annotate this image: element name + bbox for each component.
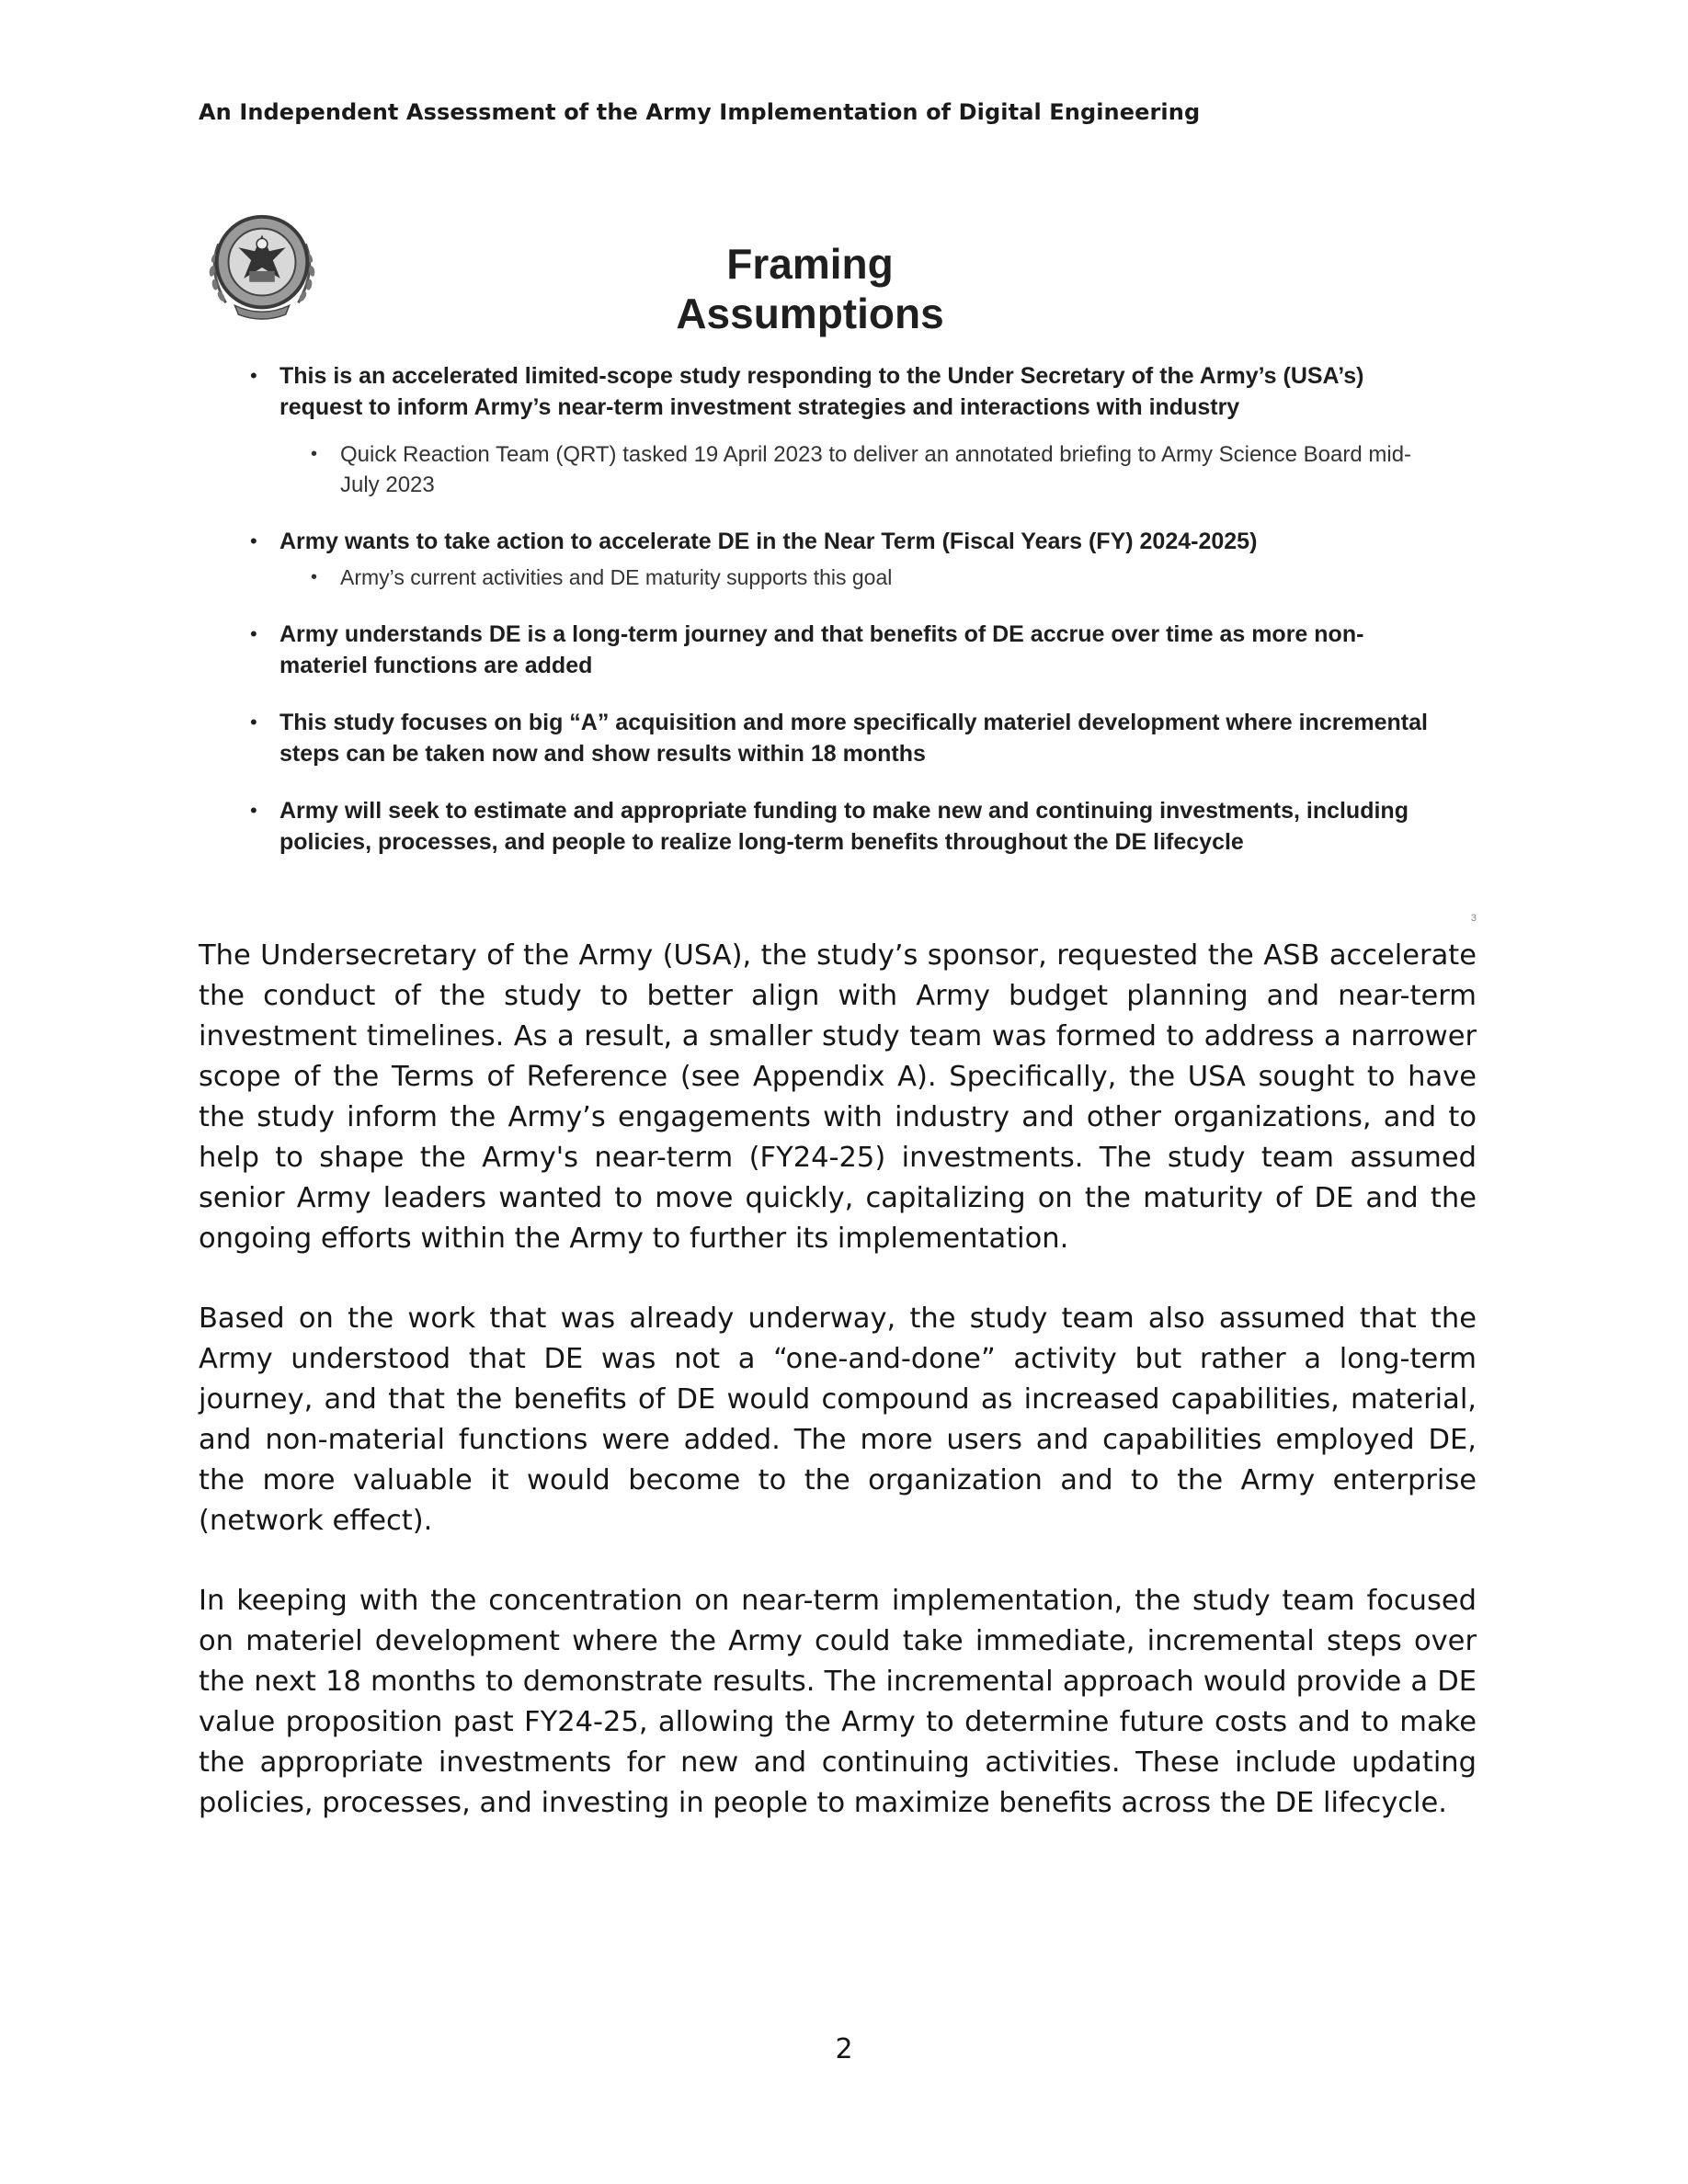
body-paragraph: The Undersecretary of the Army (USA), the study’s sponsor, requested the ASB accelerate the conduct of the study to better align with Army budget planning and near-term investment timelines. As a result, a smaller study team was formed to address a narrower scope of the Terms of Reference (see Appendix A). Specifically, the USA sought to have the study inform the Army’s engagements with industry and other organizations, and to help to shape the Army's near-term (FY24-25) investments. The study team assumed senior Army leaders wanted to move quickly, capitalizing on the maturity of DE and the ongoing efforts within the Army to further its implementation. [199,939,1477,1255]
slide-bullet [250,619,1445,681]
body-text [199,936,1477,1863]
body-paragraph: In keeping with the concentration on near-term implementation, the study team focused on materiel development where the Army could take immediate, incremental steps over the next 18 months to demonstrate results. The incremental approach would provide a DE value proposition past FY24-25, allowing the Army to determine future costs and to make the appropriate investments for new and continuing activities. These include updating policies, processes, and investing in people to maximize benefits across the DE lifecycle. [199,1585,1477,1819]
slide-bullet-text: This is an accelerated limited-scope study responding to the Under Secretary of the Army’s (USA’s) request to inform Army’s near-term investment strategies and interactions with industry [279,363,1364,420]
slide-sub-bullet: • Army’s current activities and DE maturity supports this goal [311,563,1445,593]
embedded-slide [199,198,1486,924]
slide-bullet-list [250,360,1445,883]
slide-bullet-text: This study focuses on big “A” acquisition and more specifically materiel development where incremental steps can be taken now and show results within 18 months [279,710,1428,767]
slide-bullet [250,707,1445,769]
slide-bullet [250,360,1445,500]
slide-number: 3 [1470,913,1477,924]
body-paragraph: Based on the work that was already underway, the study team also assumed that the Army understood that DE was not a “one-and-done” activity but rather a long-term journey, and that the benefits of DE would compound as increased capabilities, material, and non-material functions were added. The more users and capabilities employed DE, the more valuable it would become to the organization and to the Army enterprise (network effect). [199,1302,1477,1537]
slide-sub-bullet-list [279,439,1445,500]
slide-bullet-text: Army understands DE is a long-term journey and that benefits of DE accrue over time as more non-materiel functions are added [279,621,1364,678]
slide-sub-bullet-list [279,563,1445,593]
slide-title: Framing Assumptions [676,240,944,337]
slide-bullet-text: Army will seek to estimate and appropriate funding to make new and continuing investments, including policies, processes, and people to realize long-term benefits throughout the DE lifecycle [279,798,1409,855]
slide-bullet [250,795,1445,858]
army-science-board-seal-icon [199,207,325,326]
slide-bullet [250,526,1445,593]
page-number: 2 [835,2033,853,2065]
slide-sub-bullet: • Quick Reaction Team (QRT) tasked 19 April 2023 to deliver an annotated briefing to Army Science Board mid-July 2023 [311,439,1445,500]
slide-bullet-text: Army wants to take action to accelerate DE in the Near Term (Fiscal Years (FY) 2024-2025) [279,529,1258,554]
running-header: An Independent Assessment of the Army Implementation of Digital Engineering [199,99,1201,125]
